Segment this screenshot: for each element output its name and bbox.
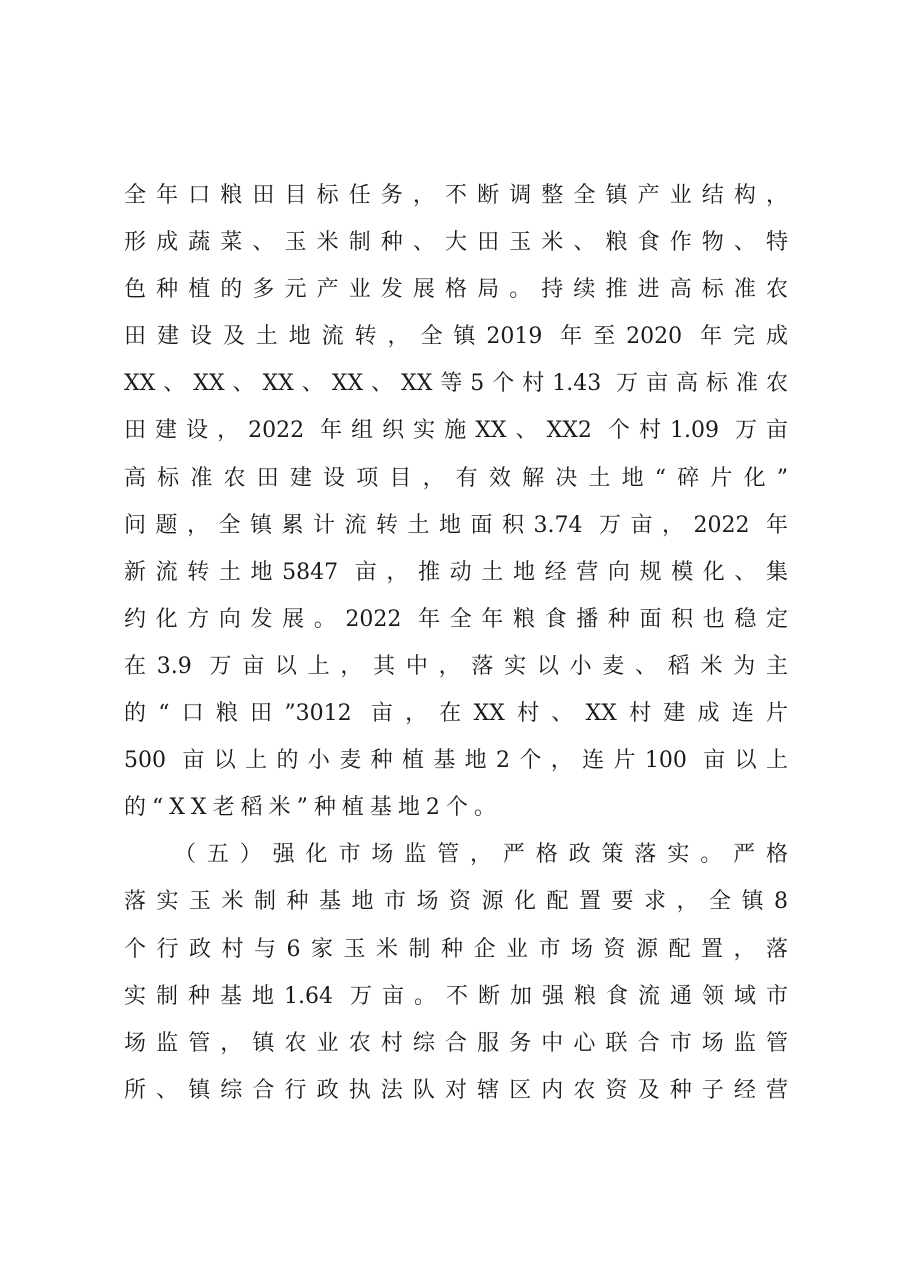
paragraph-end-line: 的“XX老稻米”种植基地2个。 [124,795,502,821]
text-line: 色种植的多元产业发展格局。持续推进高标准农 [124,277,788,303]
text-line: 500 亩以上的小麦种植基地2个，连片100 亩以上 [124,748,788,774]
text-line: 所、镇综合行政执法队对辖区内农资及种子经营 [124,1077,788,1103]
text-line: 全年口粮田目标任务，不断调整全镇产业结构， [124,183,788,208]
text-line: 田建设，2022 年组织实施XX、XX2 个村1.09 万亩 [124,418,788,444]
text-line: 新流转土地5847 亩，推动土地经营向规模化、集 [124,559,788,585]
text-line: 约化方向发展。2022 年全年粮食播种面积也稳定 [124,606,788,632]
text-line: XX、XX、XX、XX、XX等5个村1.43 万亩高标准农 [124,371,788,397]
text-line: 落实玉米制种基地市场资源化配置要求，全镇8 [124,889,788,915]
text-line: 形成蔬菜、玉米制种、大田玉米、粮食作物、特 [124,230,788,256]
text-line: 实制种基地1.64 万亩。不断加强粮食流通领域市 [124,983,788,1009]
text-line: 问题，全镇累计流转土地面积3.74 万亩，2022 年 [124,512,788,538]
text-line: 田建设及土地流转，全镇2019 年至2020 年完成 [124,324,788,350]
text-line: 的“口粮田”3012 亩，在XX村、XX村建成连片 [124,701,788,727]
text-line: 场监管，镇农业农村综合服务中心联合市场监管 [124,1030,788,1056]
body-text [124,172,788,1114]
text-line: 个行政村与6家玉米制种企业市场资源配置，落 [124,936,788,962]
text-line: 高标准农田建设项目，有效解决土地“碎片化” [124,465,788,491]
section-heading-line: （五）强化市场监管，严格政策落实。严格 [174,842,788,868]
text-line: 在3.9 万亩以上，其中，落实以小麦、稻米为主 [124,653,788,679]
